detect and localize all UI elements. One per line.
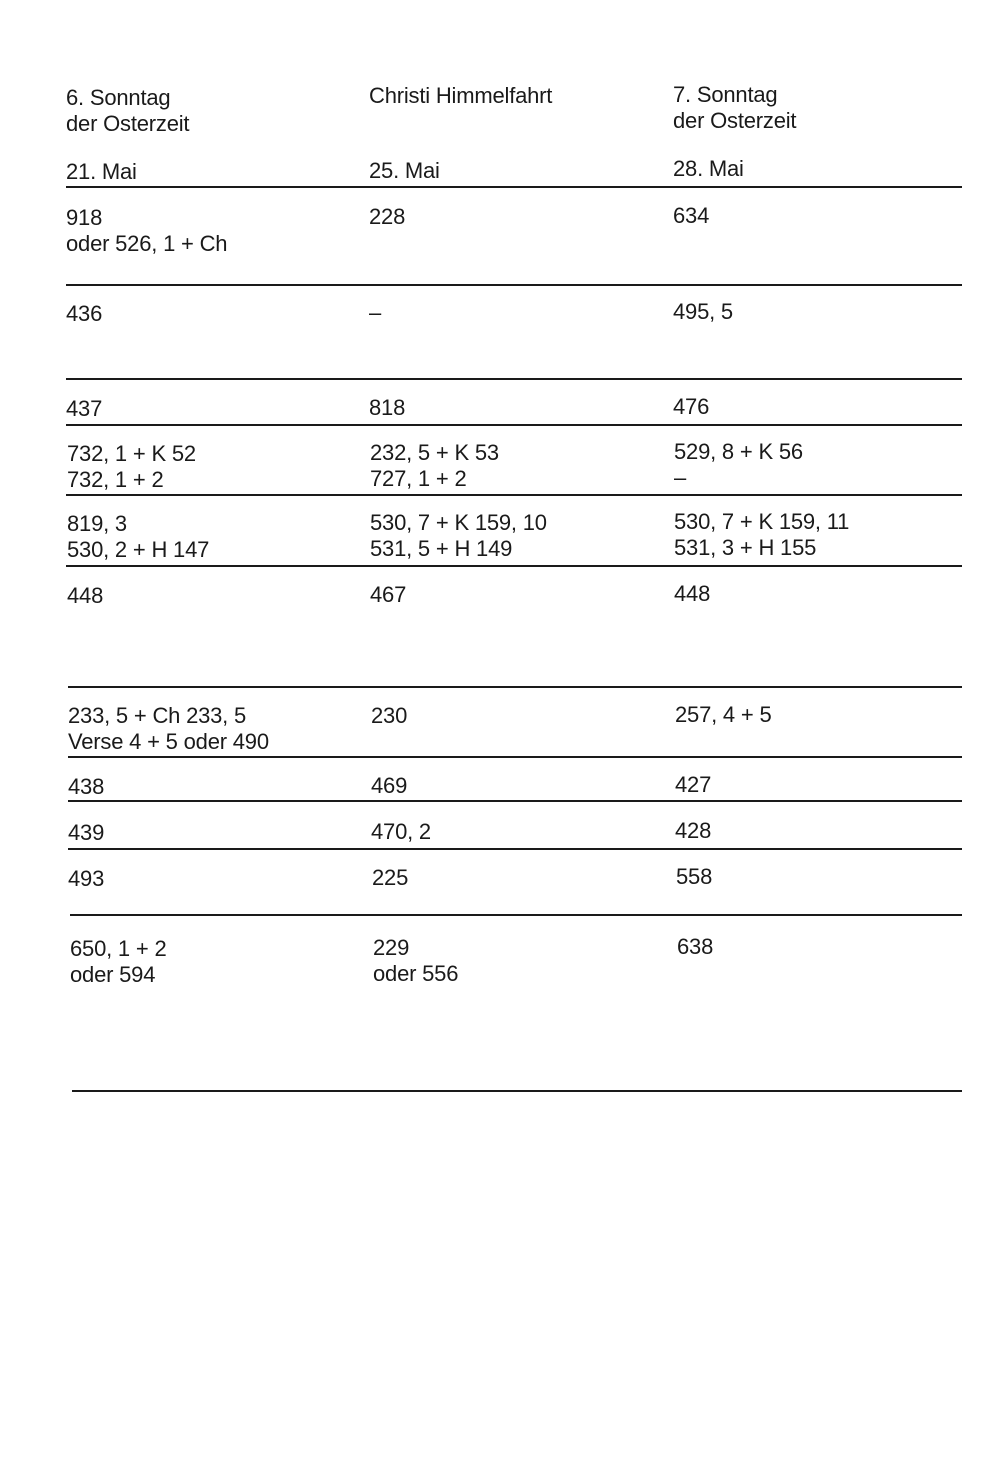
- cell-r10-c1: 493: [68, 866, 105, 891]
- header-date-col1: 21. Mai: [66, 159, 137, 184]
- cell-r6-c2: 467: [370, 582, 407, 607]
- cell-r2-c1: 436: [66, 301, 103, 326]
- table-rule: [68, 756, 962, 758]
- cell-r10-c2: 225: [372, 865, 409, 890]
- cell-r11-c3: 638: [677, 934, 714, 959]
- cell-r8-c1: 438: [68, 774, 105, 799]
- cell-r4-c1: 732, 1 + K 52 732, 1 + 2: [67, 441, 196, 492]
- cell-r9-c2: 470, 2: [371, 819, 431, 844]
- cell-r11-c1: 650, 1 + 2 oder 594: [70, 936, 167, 987]
- cell-r3-c2: 818: [369, 395, 406, 420]
- table-rule: [72, 1090, 962, 1092]
- cell-r7-c2: 230: [371, 703, 408, 728]
- table-rule: [66, 284, 962, 286]
- header-date-col2: 25. Mai: [369, 158, 440, 183]
- table-rule: [66, 186, 962, 188]
- cell-r11-c2: 229 oder 556: [373, 935, 459, 986]
- table-rule: [66, 494, 962, 496]
- table-rule: [66, 565, 962, 567]
- cell-r4-c2: 232, 5 + K 53 727, 1 + 2: [370, 440, 499, 491]
- cell-r10-c3: 558: [676, 864, 713, 889]
- cell-r4-c3: 529, 8 + K 56 –: [674, 439, 803, 490]
- cell-r9-c1: 439: [68, 820, 105, 845]
- cell-r7-c3: 257, 4 + 5: [675, 702, 772, 727]
- header-date-col3: 28. Mai: [673, 156, 744, 181]
- cell-r5-c2: 530, 7 + K 159, 10 531, 5 + H 149: [370, 510, 547, 561]
- table-rule: [68, 686, 962, 688]
- cell-r1-c3: 634: [673, 203, 710, 228]
- cell-r6-c1: 448: [67, 583, 104, 608]
- cell-r6-c3: 448: [674, 581, 711, 606]
- table-rule: [68, 848, 962, 850]
- cell-r7-c1: 233, 5 + Ch 233, 5 Verse 4 + 5 oder 490: [68, 703, 269, 754]
- table-rule: [66, 424, 962, 426]
- header-title-col3: 7. Sonntag der Osterzeit: [673, 82, 797, 133]
- cell-r5-c1: 819, 3 530, 2 + H 147: [67, 511, 210, 562]
- cell-r1-c1: 918 oder 526, 1 + Ch: [66, 205, 228, 256]
- table-rule: [68, 800, 962, 802]
- cell-r8-c3: 427: [675, 772, 712, 797]
- table-rule: [66, 378, 962, 380]
- header-title-col1: 6. Sonntag der Osterzeit: [66, 85, 190, 136]
- cell-r8-c2: 469: [371, 773, 408, 798]
- cell-r3-c3: 476: [673, 394, 710, 419]
- header-title-col2: Christi Himmelfahrt: [369, 83, 553, 108]
- cell-r9-c3: 428: [675, 818, 712, 843]
- cell-r3-c1: 437: [66, 396, 103, 421]
- cell-r2-c3: 495, 5: [673, 299, 733, 324]
- table-rule: [70, 914, 962, 916]
- cell-r2-c2: –: [369, 300, 382, 325]
- cell-r5-c3: 530, 7 + K 159, 11 531, 3 + H 155: [674, 509, 850, 560]
- cell-r1-c2: 228: [369, 204, 406, 229]
